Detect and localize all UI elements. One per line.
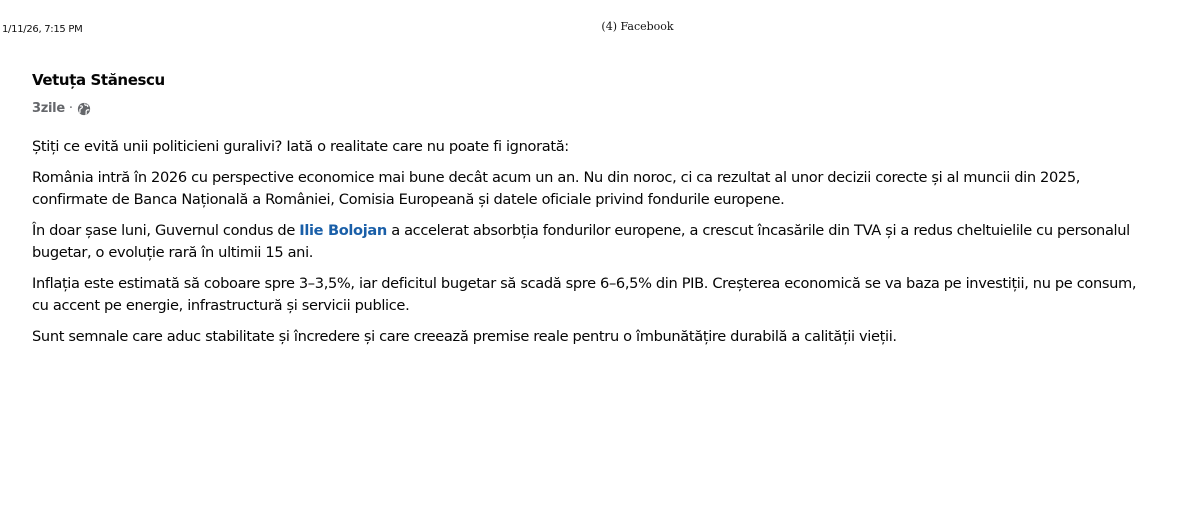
post-paragraph: România intră în 2026 cu perspective economice mai bune decât acum un an. Nu din noroc, ci ca rezultat al unor decizii corecte și al muncii din 2025, confirmate de Banca Națională a României, Comisia Europeană și datele oficiale privind fondurile europene. [32, 169, 1081, 208]
post-timestamp[interactable]: 3zile [32, 100, 65, 116]
post-paragraph [32, 220, 1142, 264]
post-paragraph: Știți ce evită unii politicieni guralivi? Iată o realitate care nu poate fi ignorată: [32, 138, 569, 155]
post-author[interactable]: Vetuța Stănescu [32, 71, 165, 89]
paragraph-text: a accelerat absorbția fondurilor europene, a crescut încasările din TVA și a redus cheltuielile cu personalul bugetar, o evoluție rară în ultimii 15 ani. [32, 222, 1130, 261]
globe-icon[interactable] [77, 102, 91, 116]
paragraph-text: În doar șase luni, Guvernul condus de [32, 222, 300, 239]
post-meta [32, 98, 1142, 118]
mention-link[interactable]: Ilie Bolojan [299, 222, 387, 239]
post-paragraph: Inflația este estimată să coboare spre 3–3,5%, iar deficitul bugetar să scadă spre 6–6,5% din PIB. Creșterea economică se va baza pe investiții, nu pe consum, cu accent pe energie, infrastructură și servicii publice. [32, 275, 1137, 314]
print-title: (4) Facebook [601, 20, 674, 33]
print-date: 1/11/26, 7:15 PM [2, 24, 83, 35]
meta-separator: · [68, 100, 73, 116]
post-body [32, 136, 1142, 348]
post [32, 68, 1142, 357]
print-header [0, 20, 1200, 40]
post-paragraph: Sunt semnale care aduc stabilitate și încredere și care creează premise reale pentru o îmbunătățire durabilă a calității vieții. [32, 328, 897, 345]
